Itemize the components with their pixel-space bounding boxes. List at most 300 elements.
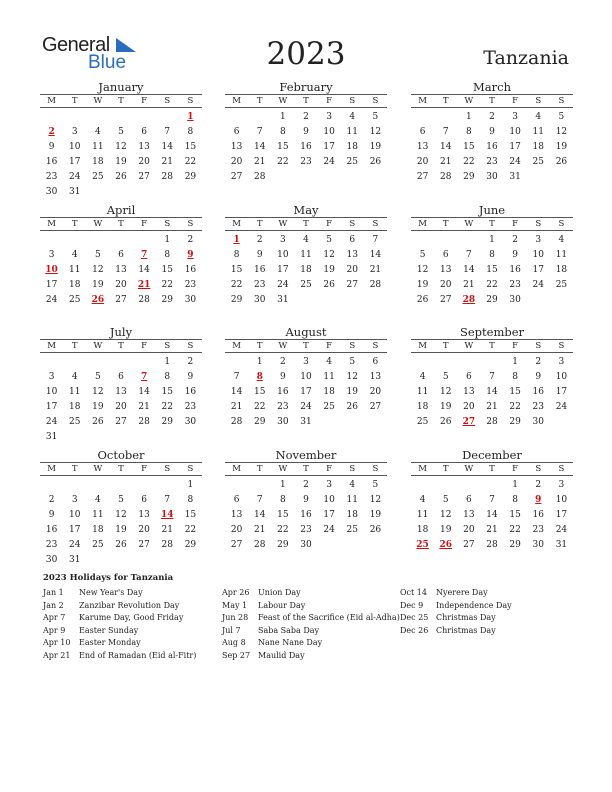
day-cell: 18 xyxy=(555,265,568,275)
weekday-label: T xyxy=(118,219,124,229)
weekday-label: T xyxy=(71,96,78,106)
day-cell: 5 xyxy=(442,372,449,382)
day-cell: 27 xyxy=(416,172,429,182)
weekday-label: S xyxy=(372,464,379,474)
day-grid xyxy=(225,353,387,430)
day-cell: 14 xyxy=(463,265,475,275)
day-cell: 21 xyxy=(161,157,173,167)
day-cell: 29 xyxy=(161,417,173,427)
day-grid xyxy=(225,476,387,553)
day-grid xyxy=(40,108,202,200)
day-cell: 10 xyxy=(68,510,81,520)
day-cell: 21 xyxy=(161,525,173,535)
day-cell: 27 xyxy=(115,417,127,427)
day-cell: 17 xyxy=(532,265,544,275)
month-august xyxy=(225,325,387,430)
day-cell: 15 xyxy=(277,142,289,152)
month-june xyxy=(411,203,573,308)
day-cell: 2 xyxy=(535,480,542,490)
holiday-name: Easter Monday xyxy=(79,638,141,647)
empty-cell xyxy=(457,233,480,248)
holiday-day: 7 xyxy=(141,250,148,260)
day-cell: 19 xyxy=(416,280,429,290)
day-cell: 27 xyxy=(369,402,382,412)
day-cell: 10 xyxy=(509,127,521,137)
day-cell: 18 xyxy=(346,510,358,520)
day-cell: 15 xyxy=(509,510,521,520)
empty-cell xyxy=(63,233,86,248)
day-grid xyxy=(411,476,573,553)
day-cell: 16 xyxy=(486,142,498,152)
weekday-label: S xyxy=(535,341,542,351)
weekday-header xyxy=(40,217,202,231)
weekday-label: T xyxy=(256,464,263,474)
day-cell: 3 xyxy=(279,235,286,245)
weekday-label: M xyxy=(418,219,427,229)
weekday-label: S xyxy=(372,219,379,229)
holiday-name: Saba Saba Day xyxy=(258,625,320,635)
day-cell: 27 xyxy=(346,280,358,290)
weekday-label: T xyxy=(489,464,495,474)
day-cell: 13 xyxy=(138,510,150,520)
day-cell: 12 xyxy=(92,387,104,397)
holiday-date: Apr 26 xyxy=(222,588,250,597)
day-cell: 12 xyxy=(439,510,452,520)
day-cell: 23 xyxy=(184,280,197,290)
day-cell: 22 xyxy=(253,402,266,412)
day-cell: 6 xyxy=(141,127,147,137)
day-cell: 10 xyxy=(68,142,81,152)
weekday-label: T xyxy=(303,341,309,351)
weekday-label: W xyxy=(464,219,474,229)
weekday-label: S xyxy=(558,464,565,474)
day-cell: 11 xyxy=(532,127,544,137)
empty-cell xyxy=(156,478,179,493)
day-cell: 28 xyxy=(253,540,266,550)
day-cell: 9 xyxy=(303,127,309,137)
day-grid xyxy=(225,231,387,308)
day-cell: 25 xyxy=(68,295,81,305)
day-cell: 26 xyxy=(346,402,358,412)
day-cell: 25 xyxy=(323,402,335,412)
day-cell: 20 xyxy=(230,525,243,535)
day-cell: 20 xyxy=(439,280,452,290)
day-cell: 15 xyxy=(230,265,243,275)
day-cell: 17 xyxy=(323,142,335,152)
month-name: May xyxy=(293,203,319,217)
day-cell: 2 xyxy=(279,357,286,367)
day-cell: 26 xyxy=(92,417,104,427)
day-cell: 24 xyxy=(555,402,568,412)
day-cell: 23 xyxy=(45,172,58,182)
empty-cell xyxy=(480,478,503,493)
day-cell: 25 xyxy=(532,157,544,167)
holiday-day: 25 xyxy=(416,540,429,550)
day-cell: 3 xyxy=(535,235,542,245)
day-cell: 11 xyxy=(68,387,81,397)
holiday-day: 1 xyxy=(233,235,240,245)
day-cell: 13 xyxy=(463,510,475,520)
day-cell: 22 xyxy=(509,402,521,412)
day-cell: 24 xyxy=(323,157,335,167)
day-cell: 6 xyxy=(118,250,124,260)
weekday-label: F xyxy=(512,96,519,106)
day-cell: 3 xyxy=(71,127,78,137)
day-cell: 25 xyxy=(416,417,429,427)
day-cell: 6 xyxy=(349,235,356,245)
holiday-date: Apr 21 xyxy=(43,650,71,660)
weekday-label: T xyxy=(256,341,263,351)
month-name: December xyxy=(462,448,522,462)
weekday-label: M xyxy=(47,96,56,106)
weekday-label: M xyxy=(418,464,427,474)
day-cell: 24 xyxy=(277,280,289,290)
holiday-day: 8 xyxy=(256,372,263,382)
day-cell: 3 xyxy=(48,250,55,260)
weekday-label: F xyxy=(141,464,148,474)
day-cell: 7 xyxy=(442,127,449,137)
weekday-label: W xyxy=(278,96,288,106)
day-cell: 27 xyxy=(138,540,150,550)
empty-cell xyxy=(248,478,271,493)
day-cell: 19 xyxy=(439,525,452,535)
day-cell: 9 xyxy=(279,372,286,382)
day-cell: 31 xyxy=(555,540,568,550)
day-cell: 17 xyxy=(509,142,521,152)
day-cell: 10 xyxy=(45,387,58,397)
weekday-label: S xyxy=(558,341,565,351)
day-cell: 2 xyxy=(187,357,194,367)
empty-cell xyxy=(411,233,434,248)
day-cell: 23 xyxy=(532,402,544,412)
day-cell: 9 xyxy=(535,372,542,382)
weekday-label: T xyxy=(256,96,263,106)
day-grid xyxy=(40,231,202,308)
day-cell: 2 xyxy=(48,495,55,505)
holiday-entry xyxy=(400,612,578,625)
day-cell: 18 xyxy=(92,157,104,167)
day-cell: 18 xyxy=(92,525,104,535)
day-cell: 6 xyxy=(118,372,124,382)
day-cell: 15 xyxy=(161,387,173,397)
day-cell: 9 xyxy=(256,250,263,260)
day-cell: 5 xyxy=(118,495,124,505)
day-cell: 23 xyxy=(300,157,312,167)
empty-cell xyxy=(86,110,109,125)
empty-cell xyxy=(457,355,480,370)
day-cell: 22 xyxy=(486,280,498,290)
day-cell: 14 xyxy=(253,142,266,152)
day-cell: 4 xyxy=(94,495,101,505)
weekday-label: F xyxy=(141,96,148,106)
holiday-day: 27 xyxy=(462,417,476,427)
day-cell: 9 xyxy=(187,372,194,382)
day-grid xyxy=(411,353,573,430)
day-cell: 5 xyxy=(326,235,332,245)
weekday-header xyxy=(411,217,573,231)
day-cell: 28 xyxy=(138,295,150,305)
day-cell: 21 xyxy=(253,525,266,535)
empty-cell xyxy=(63,355,86,370)
weekday-label: S xyxy=(164,219,171,229)
weekday-label: F xyxy=(141,219,148,229)
weekday-label: T xyxy=(489,219,495,229)
day-cell: 19 xyxy=(323,265,335,275)
day-cell: 21 xyxy=(138,402,150,412)
day-cell: 30 xyxy=(532,540,544,550)
holiday-day: 9 xyxy=(187,250,194,260)
day-cell: 12 xyxy=(369,495,382,505)
day-cell: 3 xyxy=(71,495,78,505)
day-cell: 6 xyxy=(233,127,240,137)
holiday-date: Dec 25 xyxy=(400,613,429,622)
day-cell: 17 xyxy=(555,387,568,397)
empty-cell xyxy=(40,233,63,248)
day-cell: 30 xyxy=(277,417,289,427)
day-cell: 7 xyxy=(489,372,495,382)
empty-cell xyxy=(109,478,132,493)
day-cell: 13 xyxy=(138,142,150,152)
day-cell: 19 xyxy=(92,402,104,412)
day-cell: 11 xyxy=(346,127,358,137)
day-cell: 11 xyxy=(68,265,81,275)
empty-cell xyxy=(434,355,457,370)
day-cell: 15 xyxy=(277,510,289,520)
holiday-date: Dec 9 xyxy=(400,600,424,610)
day-cell: 17 xyxy=(277,265,289,275)
weekday-label: F xyxy=(326,341,333,351)
day-cell: 1 xyxy=(465,112,472,122)
holiday-entry xyxy=(222,637,400,650)
holiday-date: Jul 7 xyxy=(222,625,241,635)
holiday-day: 10 xyxy=(45,265,58,275)
day-cell: 18 xyxy=(68,280,81,290)
day-cell: 23 xyxy=(532,525,544,535)
weekday-header xyxy=(225,94,387,108)
month-name: June xyxy=(478,203,506,217)
day-cell: 1 xyxy=(164,235,171,245)
day-grid xyxy=(411,108,573,185)
day-cell: 7 xyxy=(465,250,472,260)
holiday-column xyxy=(222,587,400,662)
day-cell: 5 xyxy=(94,372,101,382)
day-cell: 18 xyxy=(416,525,429,535)
day-cell: 13 xyxy=(115,265,127,275)
holiday-day: 26 xyxy=(439,540,452,550)
day-cell: 24 xyxy=(532,280,544,290)
weekday-label: S xyxy=(372,341,379,351)
day-cell: 22 xyxy=(161,402,173,412)
holiday-day: 28 xyxy=(462,295,476,305)
holiday-list-title: 2023 Holidays for Tanzania xyxy=(43,573,174,583)
holiday-name: New Year's Day xyxy=(79,588,143,597)
day-cell: 28 xyxy=(138,417,150,427)
day-cell: 4 xyxy=(94,127,101,137)
day-cell: 8 xyxy=(489,250,495,260)
day-cell: 5 xyxy=(442,495,449,505)
month-name: January xyxy=(98,80,144,94)
day-cell: 14 xyxy=(161,142,173,152)
weekday-header xyxy=(411,339,573,353)
month-name: August xyxy=(285,325,327,339)
weekday-label: W xyxy=(93,341,103,351)
day-cell: 22 xyxy=(277,525,289,535)
empty-cell xyxy=(40,478,63,493)
day-cell: 21 xyxy=(253,157,266,167)
weekday-label: F xyxy=(512,464,519,474)
holiday-date: Aug 8 xyxy=(222,638,246,647)
weekday-label: M xyxy=(418,341,427,351)
empty-cell xyxy=(133,355,156,370)
day-cell: 6 xyxy=(419,127,426,137)
weekday-label: W xyxy=(464,96,474,106)
day-cell: 14 xyxy=(369,250,382,260)
day-cell: 5 xyxy=(118,127,124,137)
day-cell: 9 xyxy=(512,250,518,260)
holiday-day: 1 xyxy=(187,112,194,122)
empty-cell xyxy=(86,355,109,370)
day-cell: 15 xyxy=(184,510,197,520)
day-cell: 22 xyxy=(184,157,197,167)
holiday-day: 7 xyxy=(141,372,148,382)
weekday-label: S xyxy=(535,96,542,106)
day-cell: 30 xyxy=(45,187,58,197)
holiday-entry xyxy=(400,625,578,638)
empty-cell xyxy=(411,355,434,370)
weekday-label: M xyxy=(418,96,427,106)
holiday-column xyxy=(43,587,221,662)
holiday-day: 26 xyxy=(91,295,105,305)
day-cell: 17 xyxy=(45,402,58,412)
day-cell: 19 xyxy=(369,510,382,520)
day-cell: 25 xyxy=(300,280,312,290)
day-cell: 10 xyxy=(555,372,568,382)
holiday-name: Feast of the Sacrifice (Eid al-Adha) xyxy=(258,613,400,622)
day-cell: 5 xyxy=(372,480,379,490)
weekday-label: F xyxy=(512,219,519,229)
day-cell: 11 xyxy=(416,510,429,520)
weekday-header xyxy=(40,94,202,108)
weekday-header xyxy=(225,462,387,476)
weekday-label: T xyxy=(442,96,449,106)
day-cell: 19 xyxy=(92,280,104,290)
day-cell: 6 xyxy=(465,495,472,505)
day-cell: 10 xyxy=(323,495,335,505)
weekday-header xyxy=(225,339,387,353)
day-cell: 11 xyxy=(416,387,429,397)
month-name: July xyxy=(109,325,133,339)
day-cell: 12 xyxy=(439,387,452,397)
holiday-name: Nyerere Day xyxy=(436,588,488,597)
holiday-entry xyxy=(400,587,578,600)
weekday-label: T xyxy=(489,341,495,351)
day-cell: 21 xyxy=(230,402,243,412)
day-cell: 19 xyxy=(346,387,358,397)
day-cell: 10 xyxy=(300,372,312,382)
weekday-header xyxy=(225,217,387,231)
day-cell: 30 xyxy=(532,417,544,427)
day-cell: 1 xyxy=(187,480,194,490)
day-cell: 15 xyxy=(509,387,521,397)
day-cell: 19 xyxy=(369,142,382,152)
month-september xyxy=(411,325,573,430)
day-cell: 6 xyxy=(465,372,472,382)
day-cell: 7 xyxy=(233,372,240,382)
day-cell: 29 xyxy=(463,172,475,182)
day-cell: 14 xyxy=(486,510,498,520)
day-cell: 22 xyxy=(184,525,197,535)
holiday-date: Jun 28 xyxy=(222,613,249,622)
empty-cell xyxy=(225,478,248,493)
day-cell: 28 xyxy=(253,172,266,182)
month-november xyxy=(225,448,387,553)
logo-text-general: General xyxy=(42,34,110,56)
day-cell: 10 xyxy=(277,250,289,260)
weekday-label: S xyxy=(349,464,356,474)
day-cell: 16 xyxy=(45,525,58,535)
day-cell: 14 xyxy=(230,387,243,397)
weekday-label: T xyxy=(71,341,78,351)
day-cell: 18 xyxy=(300,265,312,275)
day-cell: 22 xyxy=(509,525,521,535)
holiday-day: 21 xyxy=(137,280,151,290)
day-cell: 10 xyxy=(555,495,568,505)
day-cell: 4 xyxy=(71,372,78,382)
day-cell: 28 xyxy=(486,540,498,550)
holiday-name: Nane Nane Day xyxy=(258,638,323,647)
day-cell: 3 xyxy=(48,372,55,382)
day-cell: 21 xyxy=(463,280,475,290)
day-cell: 6 xyxy=(442,250,449,260)
holiday-entry xyxy=(43,587,221,600)
day-cell: 27 xyxy=(463,540,475,550)
day-cell: 13 xyxy=(115,387,127,397)
day-cell: 9 xyxy=(48,142,55,152)
calendar-year: 2023 xyxy=(266,36,346,72)
day-cell: 24 xyxy=(45,295,58,305)
day-cell: 29 xyxy=(509,540,521,550)
day-cell: 16 xyxy=(532,510,544,520)
day-cell: 8 xyxy=(279,495,286,505)
day-cell: 7 xyxy=(164,495,171,505)
day-cell: 2 xyxy=(535,357,542,367)
day-cell: 7 xyxy=(372,235,379,245)
month-december xyxy=(411,448,573,553)
day-cell: 1 xyxy=(512,480,518,490)
weekday-label: S xyxy=(187,96,194,106)
day-cell: 16 xyxy=(184,265,197,275)
weekday-label: S xyxy=(535,464,542,474)
day-cell: 20 xyxy=(138,525,150,535)
day-cell: 15 xyxy=(161,265,173,275)
day-cell: 5 xyxy=(94,250,101,260)
day-cell: 25 xyxy=(92,540,104,550)
holiday-name: Labour Day xyxy=(258,600,306,610)
holiday-name: Union Day xyxy=(258,588,301,597)
day-cell: 27 xyxy=(230,172,243,182)
weekday-label: M xyxy=(232,96,241,106)
day-cell: 18 xyxy=(323,387,335,397)
month-october xyxy=(40,448,202,568)
day-cell: 19 xyxy=(555,142,568,152)
holiday-date: Apr 7 xyxy=(43,613,66,622)
day-cell: 25 xyxy=(346,157,358,167)
empty-cell xyxy=(457,478,480,493)
holiday-entry xyxy=(222,612,400,625)
day-cell: 17 xyxy=(68,157,81,167)
day-cell: 2 xyxy=(489,112,495,122)
day-cell: 1 xyxy=(164,357,171,367)
